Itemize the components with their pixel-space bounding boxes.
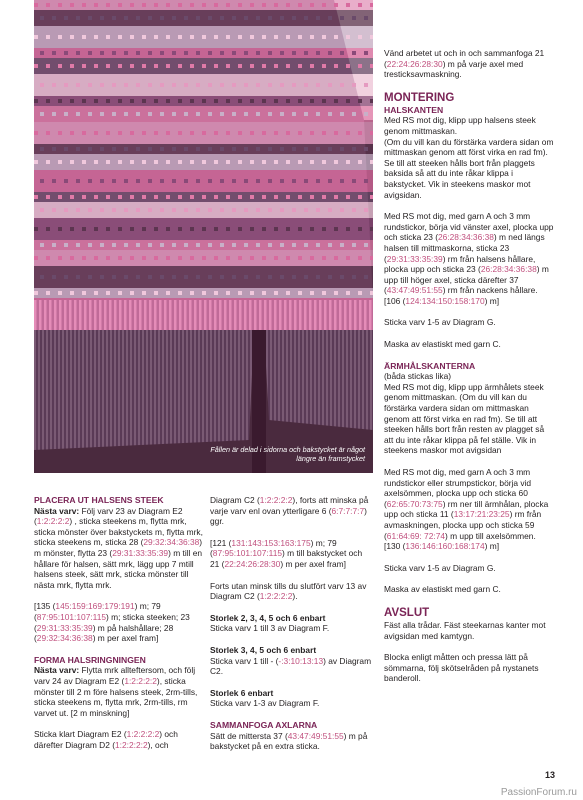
size-values: 136:146:160:168:174 [405,541,485,552]
paragraph [34,729,204,750]
paragraph: Maska av elastiskt med garn C. [384,339,501,350]
text-run: ), och [147,739,169,750]
text-run: ) m till en hållare för halsen, sätt mrk, lägg upp 7 mtill halsens steek, sätt mrk, sticka mönster till nästa mrk, flytta mrk. [34,547,203,590]
section-heading-forma-halsringningen: FORMA HALSRINGNINGEN [34,654,146,665]
text-run: ) rm ner till ärmhålan, plocka upp och sticka 11 ( [384,498,549,520]
text-run: (Om du vill kan du förstärka vardera sidan om mittmaskan genom att först virka en rad fm). Se till att steeken hålls bort från plaggets baksida så att du inte råkar klippa i bakstycket. Vik in steekens maskor mot avigsidan. [384,136,554,200]
text-run: Med RS mot dig, klipp upp halsens steek genom mittmaskan. [384,115,536,136]
paragraph [384,48,554,80]
text-run: ) m; 79 ( [34,601,161,622]
paragraph: Blocka enligt måtten och pressa lätt på sömmarna, följ skötselråden på nystanets banderoll. [384,652,539,684]
paragraph [384,115,554,200]
text-run: ) m på halshållare; 28 ( [34,622,174,644]
right-column [384,48,554,684]
paragraph: Sticka varv 1-3 av Diagram F. [210,698,320,709]
size-heading: Storlek 2, 3, 4, 5 och 6 enbart [210,612,326,623]
text-run: Med RS mot dig, med garn A och 3 mm rundstickor eller strumpstickor, börja vid axelsömmen, plocka upp och sticka 60 ( [384,467,532,509]
photo-caption: Fållen är delad i sidorna och bakstycket är något längre än framstycket [210,445,365,463]
text-run: ) ggr. [210,505,367,527]
row-label: Nästa varv: [34,665,80,676]
text-run: Forts utan minsk tills du slutfört varv 13 av Diagram C2 ( [210,580,367,602]
size-values: 145:159:169:179:191 [55,601,135,612]
size-values: 87:95:101:107:115 [212,548,283,559]
paragraph: Med RS mot dig, klipp upp ärmhålets steek genom mittmaskan. (Om du vill kan du förstärka vardera sidan om mittmaskan genom att först virka en rad fm). Se till att steeken hålls bort från resten av plagget så att du inte råkar klippa på fel ställe. Vik in steekens maskor mot avigsidan [384,381,545,456]
stitch-count [210,538,372,570]
text-run: ) m mönster, flytta 23 ( [34,537,203,558]
size-values: 1:2:2:2:2 [259,591,293,602]
size-values: 29:32:34:36:38 [143,537,200,548]
size-values: 22:24:26:28:30 [224,558,281,569]
text-run: ) m på varje axel med tresticksavmaskning. [384,58,524,80]
size-values: 87:95:101:107:115 [36,611,107,622]
text-run: ) och därefter Diagram D2 ( [34,729,178,750]
paragraph: Sticka varv 1 till 3 av Diagram F. [210,623,330,634]
text-run: ) m till bakstycket och 21 ( [210,548,363,569]
paragraph [34,665,204,718]
size-values: 131:143:153:163:175 [231,537,311,548]
text-run: ) m på bakstycket på en extra sticka. [210,730,368,752]
text-run: ) m; sticka steeken; 23 ( [34,611,190,633]
instruction-text [34,506,203,590]
text-run: Sticka klart Diagram E2 ( [34,729,127,740]
text-run: ), sticka mönster till 2 m före halsens steek, 2rm-tills, sticka steekens m, flytta mrk, 2rm-tills, rm varvet ut. [2 m minskning] [34,675,198,718]
size-values: 1:2:2:2:2 [36,516,70,527]
text-run: Diagram C2 ( [210,495,260,505]
text-run: ) m ned längs halsen till mittmaskorna, sticka 23 ( [384,232,545,264]
size-values: 13:17:21:23:25 [453,509,510,520]
text-run: Sätt de mittersta 37 ( [210,730,288,741]
text-run: Vänd arbetet ut och in och sammanfoga 21 ( [384,48,545,69]
size-values: 124:134:150:158:170 [405,295,485,306]
text-run: Sticka varv 1 till - ( [210,655,279,666]
paragraph [384,467,554,552]
subheading-armhalskanterna: ÄRMHÅLSKANTERNA [384,360,476,371]
size-values: 62:65:70:73:75 [386,498,443,509]
text-run: ) m] [484,295,500,306]
left-column [34,495,204,750]
watermark: PassionForum.ru [500,787,577,798]
text-run: ) rm från nackens hållare. [106 ( [384,285,538,306]
paragraph: Sticka varv 1-5 av Diagram G. [384,317,496,328]
text-run: Flytta mrk allteftersom, och följ varv 24 av Diagram E2 ( [34,665,196,686]
size-values: 6:7:7:7:7 [331,505,365,516]
size-values: 26:28:34:36:38 [438,232,494,243]
size-values: 29:31:33:35:39 [112,547,169,558]
paragraph [210,495,372,527]
stitch-count [34,601,204,643]
paragraph: Fäst alla trådar. Fäst steekarnas kanter mot avigsidan med kamtygn. [384,619,546,641]
section-heading-avslut: AVSLUT [384,606,430,619]
section-heading-placera-ut: PLACERA UT HALSENS STEEK [34,495,164,505]
paragraph [34,506,204,591]
text-run: [121 ( [210,537,232,548]
size-values: 1:2:2:2:2 [259,495,293,505]
size-values: 22:24:26:28:30 [386,58,443,69]
text-run: Med RS mot dig, med garn A och 3 mm rundstickor, börja vid vänster axel, plocka upp och sticka 23 ( [384,211,554,243]
paragraph: Sticka varv 1-5 av Diagram G. [384,562,496,573]
subheading-note: (båda stickas lika) [384,371,452,382]
text-run: [135 ( [34,601,56,612]
text-run: ) rm från halsens hållare, plocka upp och sticka 23 ( [384,253,536,275]
size-values: 1:2:2:2:2 [126,729,160,740]
text-run: ). [292,591,298,602]
size-values: 43:47:49:51:55 [386,285,443,296]
text-run: ) m upp till höger axel, sticka därefter 37 ( [384,264,549,296]
size-values: 29:31:33:35:39 [386,253,443,264]
text-run: ), forts att minska på varje varv enl ovan ytterligare 6 ( [210,495,369,516]
paragraph [210,656,372,677]
paragraph [384,211,554,306]
page-number: 13 [545,770,556,780]
text-run: ) m per axel fram] [280,558,346,569]
subheading-halskanten: HALSKANTEN [384,104,444,115]
knit-pattern-illustration [34,0,373,473]
size-values: 1:2:2:2:2 [124,675,157,686]
size-heading: Storlek 6 enbart [210,687,274,698]
paragraph [210,581,372,602]
knitted-vest-photo [34,0,373,473]
text-run: ) m; 79 ( [210,537,337,559]
size-values: 43:47:49:51:55 [287,730,344,741]
section-heading-sammanfoga: SAMMANFOGA AXLARNA [210,719,318,730]
size-values: 1:2:2:2:2 [115,739,148,750]
size-values: -:3:10:13:13 [278,655,324,666]
size-values: 29:32:34:36:38 [36,633,93,644]
text-run: ) m per axel fram] [92,633,159,644]
text-run: ) av Diagram C2. [210,655,372,677]
size-heading: Storlek 3, 4, 5 och 6 enbart [210,644,317,655]
paragraph [210,731,372,752]
text-run: Följ varv 23 av Diagram E2 ( [34,505,183,527]
text-run: ) m] [484,541,500,552]
section-heading-montering: MONTERING [384,91,455,104]
paragraph: Maska av elastiskt med garn C. [384,584,501,595]
middle-column [210,495,372,763]
text-run: ) , sticka steekens m, flytta mrk, sticka mönster över bakstyckets m, flytta mrk, sticka steekens m, sticka 28 ( [34,516,203,548]
size-values: 61:64:69: 72:74 [386,530,446,541]
row-label: Nästa varv: [34,505,80,516]
size-values: 29:31:33:35:39 [36,622,93,633]
text-run: ) rm från avmaskningen, plocka upp och sticka 59 ( [384,509,542,541]
text-run: ) m upp till axelsömmen. [130 ( [384,530,536,552]
size-values: 26:28:34:36:38 [480,264,537,275]
